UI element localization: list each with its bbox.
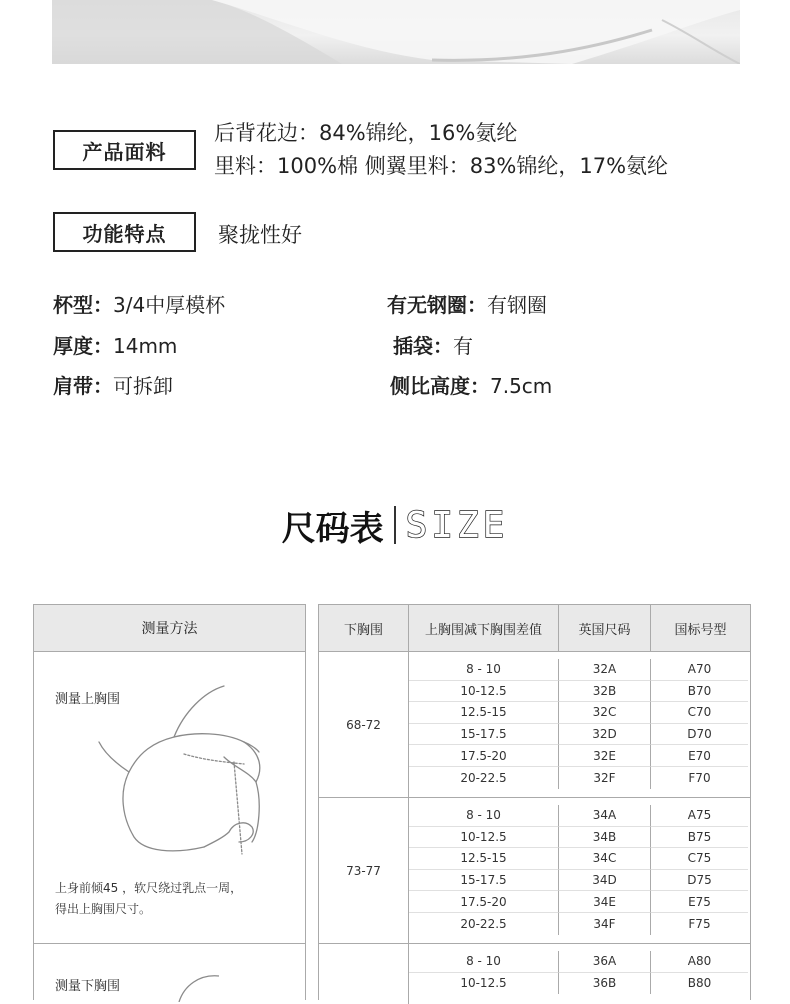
size-table-header (319, 605, 750, 652)
header-underbust: 下胸围 (319, 605, 409, 651)
size-title-en: SIZE (405, 504, 509, 546)
cn-cell: C70 (651, 702, 748, 724)
measure-upper-cell (34, 652, 305, 944)
table-row (409, 805, 750, 827)
uk-cell: 34E (559, 891, 651, 913)
title-divider (394, 506, 396, 544)
size-rows (409, 652, 750, 797)
diff-cell: 20-22.5 (409, 767, 559, 789)
diff-cell: 12.5-15 (409, 848, 559, 870)
table-row (409, 913, 750, 935)
spec-strap-label: 肩带： (53, 374, 113, 398)
diff-cell: 17.5-20 (409, 745, 559, 767)
fabric-line-1: 后背花边：84%锦纶，16%氨纶 (214, 121, 518, 145)
feature-text: 聚拢性好 (218, 223, 302, 247)
measure-under-label: 测量下胸围 (55, 979, 121, 994)
size-group-next (319, 944, 750, 1004)
header-cn-size: 国标号型 (674, 622, 727, 638)
table-row (409, 870, 750, 892)
cn-cell: E70 (651, 745, 748, 767)
table-row (409, 724, 750, 746)
diff-cell: 17.5-20 (409, 891, 559, 913)
measure-under-cell (34, 944, 305, 1002)
size-group-68-72 (319, 652, 750, 798)
uk-cell: 36A (559, 951, 651, 973)
table-row (409, 891, 750, 913)
diff-cell: 15-17.5 (409, 870, 559, 892)
table-row (409, 767, 750, 789)
fabric-label: 产品面料 (53, 130, 196, 170)
measure-header: 测量方法 (34, 605, 305, 652)
cn-cell: B70 (651, 681, 748, 703)
cn-cell: A75 (651, 805, 748, 827)
table-row (409, 745, 750, 767)
spec-wire (387, 289, 547, 318)
spec-cup (53, 289, 225, 318)
spec-cup-value: 3/4中厚模杯 (113, 293, 226, 317)
table-row (409, 827, 750, 849)
cn-cell: F75 (688, 916, 711, 931)
spec-thickness (53, 330, 177, 359)
spec-pocket-label: 插袋： (393, 334, 453, 358)
cn-cell: A70 (651, 659, 748, 681)
cn-cell: F70 (688, 770, 711, 785)
diff-cell: 8 - 10 (409, 805, 559, 827)
spec-thickness-value: 14mm (113, 334, 178, 358)
diff-cell: 8 - 10 (409, 951, 559, 973)
cn-cell: B75 (651, 827, 748, 849)
header-uk-size: 英国尺码 (559, 605, 651, 651)
band-value (319, 944, 409, 1004)
table-row (409, 681, 750, 703)
diff-cell: 10-12.5 (409, 681, 559, 703)
table-row (409, 973, 750, 995)
spec-side-height (390, 370, 552, 399)
cn-cell: A80 (651, 951, 748, 973)
uk-cell: 34D (559, 870, 651, 892)
size-rows (409, 798, 750, 943)
spec-side-height-value: 7.5cm (490, 374, 553, 398)
size-table (318, 604, 751, 1000)
measure-upper-label: 测量上胸围 (55, 692, 121, 707)
fabric-line-2: 里料：100%棉 侧翼里料：83%锦纶，17%氨纶 (214, 154, 669, 178)
product-photo-fabric (52, 0, 740, 64)
cn-cell: B80 (687, 976, 712, 991)
uk-cell: 32A (559, 659, 651, 681)
size-group-73-77 (319, 798, 750, 944)
diff-cell: 15-17.5 (409, 724, 559, 746)
uk-cell: 34C (559, 848, 651, 870)
measure-upper-desc-line-2: 得出上胸围尺寸。 (55, 902, 152, 916)
cn-cell: D70 (651, 724, 748, 746)
diff-cell: 10-12.5 (409, 827, 559, 849)
table-row (409, 951, 750, 973)
spec-strap-value: 可拆卸 (113, 374, 173, 398)
under-bust-illustration (174, 966, 244, 1002)
spec-side-height-label: 侧比高度： (390, 374, 490, 398)
band-value: 73-77 (319, 798, 409, 943)
cn-cell: D75 (651, 870, 748, 892)
header-difference: 上胸围减下胸围差值 (409, 605, 559, 651)
measure-method-panel (33, 604, 306, 1000)
spec-pocket (393, 330, 473, 359)
uk-cell: 36B (559, 973, 651, 995)
feature-label: 功能特点 (53, 212, 196, 252)
uk-cell: 32F (559, 767, 651, 789)
spec-pocket-value: 有 (453, 334, 473, 358)
spec-wire-label: 有无钢圈： (387, 293, 487, 317)
cn-cell: E75 (651, 891, 748, 913)
uk-cell: 32B (559, 681, 651, 703)
uk-cell: 32E (559, 745, 651, 767)
spec-cup-label: 杯型： (53, 293, 113, 317)
table-row (409, 848, 750, 870)
uk-cell: 34B (559, 827, 651, 849)
spec-strap (53, 370, 173, 399)
upper-bust-illustration (84, 682, 284, 857)
spec-thickness-label: 厚度： (53, 334, 113, 358)
table-row (409, 659, 750, 681)
size-chart-title (0, 500, 790, 550)
diff-cell: 10-12.5 (409, 973, 559, 995)
diff-cell: 20-22.5 (409, 913, 559, 935)
uk-cell: 32D (559, 724, 651, 746)
measure-upper-desc-line-1: 上身前倾45 ，软尺绕过乳点一周， (55, 881, 243, 895)
uk-cell: 32C (559, 702, 651, 724)
band-value: 68-72 (319, 652, 409, 797)
spec-wire-value: 有钢圈 (487, 293, 547, 317)
diff-cell: 12.5-15 (409, 702, 559, 724)
cn-cell: C75 (651, 848, 748, 870)
diff-cell: 8 - 10 (409, 659, 559, 681)
measure-upper-desc (55, 878, 305, 920)
size-rows (409, 944, 750, 1004)
uk-cell: 34F (559, 913, 651, 935)
size-title-cn: 尺码表 (281, 508, 384, 549)
uk-cell: 34A (559, 805, 651, 827)
table-row (409, 702, 750, 724)
